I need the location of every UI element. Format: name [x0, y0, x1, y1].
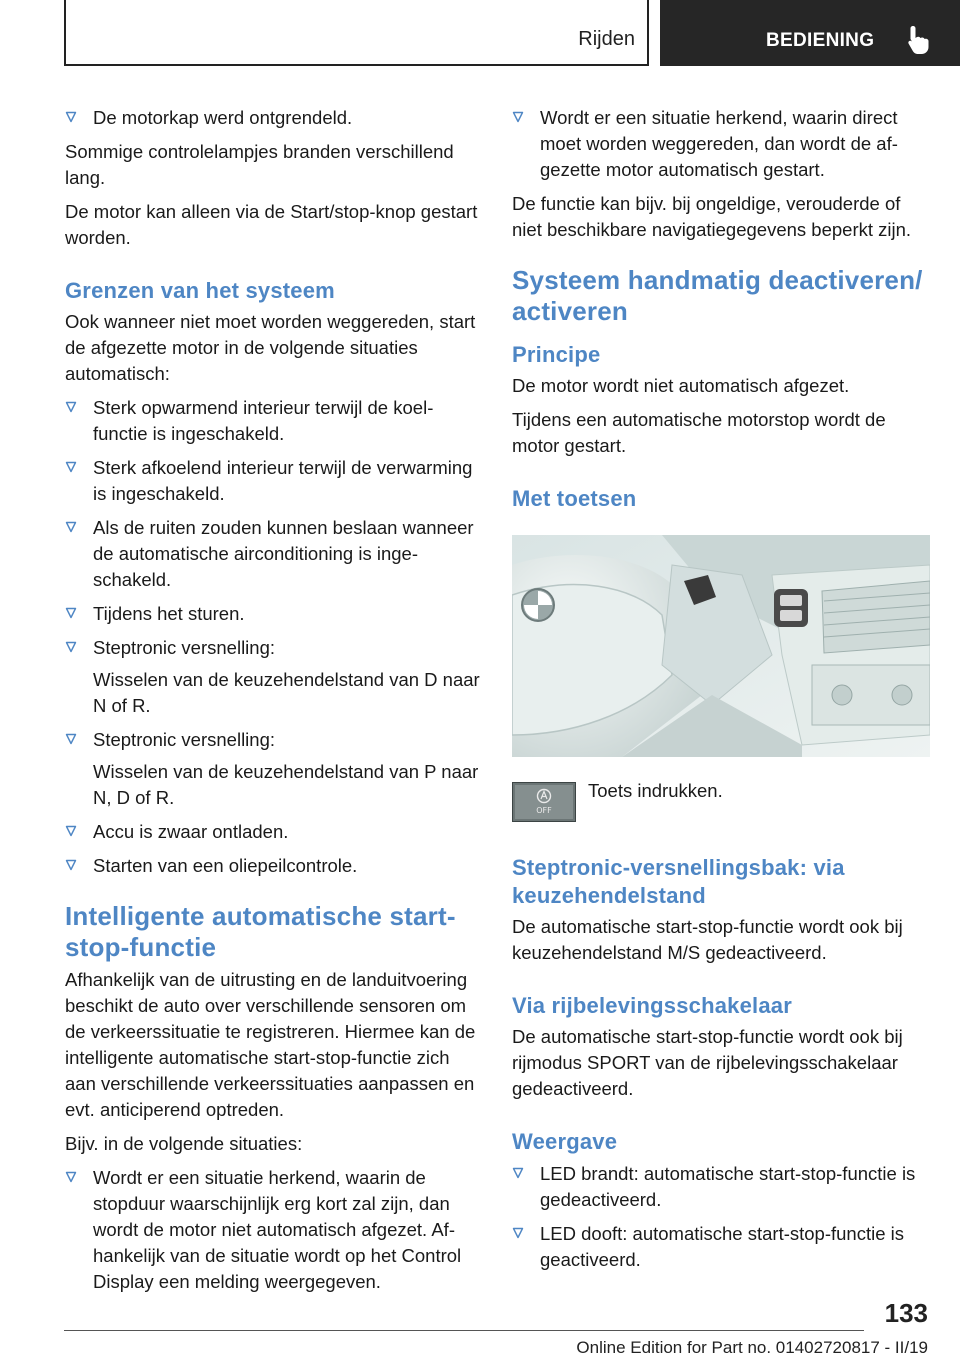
bullet-triangle-icon: [65, 733, 77, 745]
bullet-triangle-icon: [65, 859, 77, 871]
bullet-triangle-icon: [65, 521, 77, 533]
paragraph: De functie kan bijv. bij ongeldige, verouderde of niet beschikbare navigatiegegevens beperkt zijn.: [512, 193, 912, 240]
button-instruction: [512, 778, 930, 828]
list-item: [512, 105, 930, 183]
bullet-triangle-icon: [65, 461, 77, 473]
page-number: 133: [884, 1298, 928, 1328]
list-item: [65, 395, 480, 447]
list-item: [65, 1165, 480, 1295]
list-item: [65, 105, 480, 131]
main-heading: Systeem handmatig deactiveren/ activeren: [512, 265, 923, 326]
paragraph: Tijdens een automatische motorstop wordt de motor gestart.: [512, 409, 886, 456]
list-item: [65, 601, 480, 627]
bullet-triangle-icon: [65, 641, 77, 653]
list-item-subtext: Wisselen van de keuzehendelstand van P naar N, D of R.: [93, 761, 479, 808]
list-item-text: Steptronic versnelling:: [93, 637, 276, 658]
list-item-text: Wordt er een situatie herkend, waarin direct moet worden weggereden, dan wordt de afgezette motor automatisch gestart.: [540, 107, 898, 180]
footer-divider: [64, 1330, 864, 1331]
bullet-triangle-icon: [65, 825, 77, 837]
section-heading: Grenzen van het systeem: [65, 278, 335, 303]
bullet-triangle-icon: [65, 111, 77, 123]
paragraph: De automatische start-stop-functie wordt ook bij keuzehendelstand M/S gedeactiveerd.: [512, 916, 903, 963]
bullet-triangle-icon: [512, 111, 524, 123]
list-item: [65, 819, 480, 845]
bullet-triangle-icon: [65, 1171, 77, 1183]
list-item-text: Accu is zwaar ontladen.: [93, 821, 289, 842]
main-heading: Intelligente automatische start-stop-functie: [65, 901, 456, 962]
left-column: [65, 100, 480, 1303]
list-item: [65, 853, 480, 879]
paragraph: De motor kan alleen via de Start/stop-knop gestart worden.: [65, 201, 478, 248]
list-item-text: Wordt er een situatie herkend, waarin de stopduur waarschijnlijk erg kort zal zijn, dan wordt de motor niet automatisch afgezet. Afhankelijk van de situatie wordt op het Control Display een melding weergegeven.: [93, 1167, 462, 1292]
paragraph: Afhankelijk van de uitrusting en de landuitvoering beschikt de auto over verschillende sensoren om de verkeerssituatie te registreren. Hiermee kan de intelligente automatische start-stop-functie zich aan verschillende verkeerssituaties aanpassen en evt. anticiperend optreden.: [65, 969, 476, 1120]
list-item: [65, 455, 480, 507]
list-item-text: Sterk opwarmend interieur terwijl de koelfunctie is ingeschakeld.: [93, 397, 434, 444]
button-caption: Toets indrukken.: [588, 780, 723, 801]
section-title: BEDIENING: [766, 30, 875, 51]
list-item-text: LED brandt: automatische start-stop-functie is gedeactiveerd.: [540, 1163, 916, 1210]
bullet-triangle-icon: [65, 607, 77, 619]
list-item: [65, 635, 480, 719]
page-header: [0, 0, 960, 66]
paragraph: Ook wanneer niet moet worden weggereden, start de afgezette motor in de volgende situaties automatisch:: [65, 311, 476, 384]
chapter-tab: [64, 0, 649, 66]
list-item-text: Starten van een oliepeilcontrole.: [93, 855, 358, 876]
auto-start-stop-off-button-icon: [512, 782, 576, 822]
list-item-text: Als de ruiten zouden kunnen beslaan wanneer de automatische airconditioning is ingeschakeld.: [93, 517, 474, 590]
right-column: [512, 100, 930, 1281]
section-heading: Steptronic-versnellingsbak: via keuzehendelstand: [512, 855, 845, 908]
section-heading: Weergave: [512, 1129, 618, 1154]
list-item-subtext: Wisselen van de keuzehendelstand van D naar N of R.: [93, 669, 480, 716]
bullet-triangle-icon: [65, 401, 77, 413]
list-item: [65, 515, 480, 593]
dashboard-photo: [512, 535, 930, 757]
section-heading: Met toetsen: [512, 486, 637, 511]
paragraph: De automatische start-stop-functie wordt ook bij rijmodus SPORT van de rijbelevingsschakelaar gedeactiveerd.: [512, 1026, 903, 1099]
list-item-text: Tijdens het sturen.: [93, 603, 245, 624]
paragraph: De motor wordt niet automatisch afgezet.: [512, 375, 850, 396]
bullet-triangle-icon: [512, 1227, 524, 1239]
chapter-title: Rijden: [578, 28, 635, 50]
hand-pointer-icon: [906, 24, 932, 56]
section-heading: Via rijbelevingsschakelaar: [512, 993, 792, 1018]
list-item: [512, 1161, 930, 1213]
list-item: [65, 727, 480, 811]
list-item-text: De motorkap werd ontgrendeld.: [93, 107, 353, 128]
list-item-text: Sterk afkoelend interieur terwijl de verwarming is ingeschakeld.: [93, 457, 473, 504]
footer-edition: Online Edition for Part no. 01402720817 - II/19: [576, 1338, 928, 1357]
section-heading: Principe: [512, 342, 601, 367]
list-item-text: Steptronic versnelling:: [93, 729, 276, 750]
section-tab: [660, 0, 960, 66]
paragraph: Sommige controlelampjes branden verschillend lang.: [65, 141, 454, 188]
svg-text:OFF: OFF: [536, 806, 552, 815]
list-item: [512, 1221, 930, 1273]
paragraph: Bijv. in de volgende situaties:: [65, 1133, 303, 1154]
bullet-triangle-icon: [512, 1167, 524, 1179]
list-item-text: LED dooft: automatische start-stop-functie is geactiveerd.: [540, 1223, 905, 1270]
